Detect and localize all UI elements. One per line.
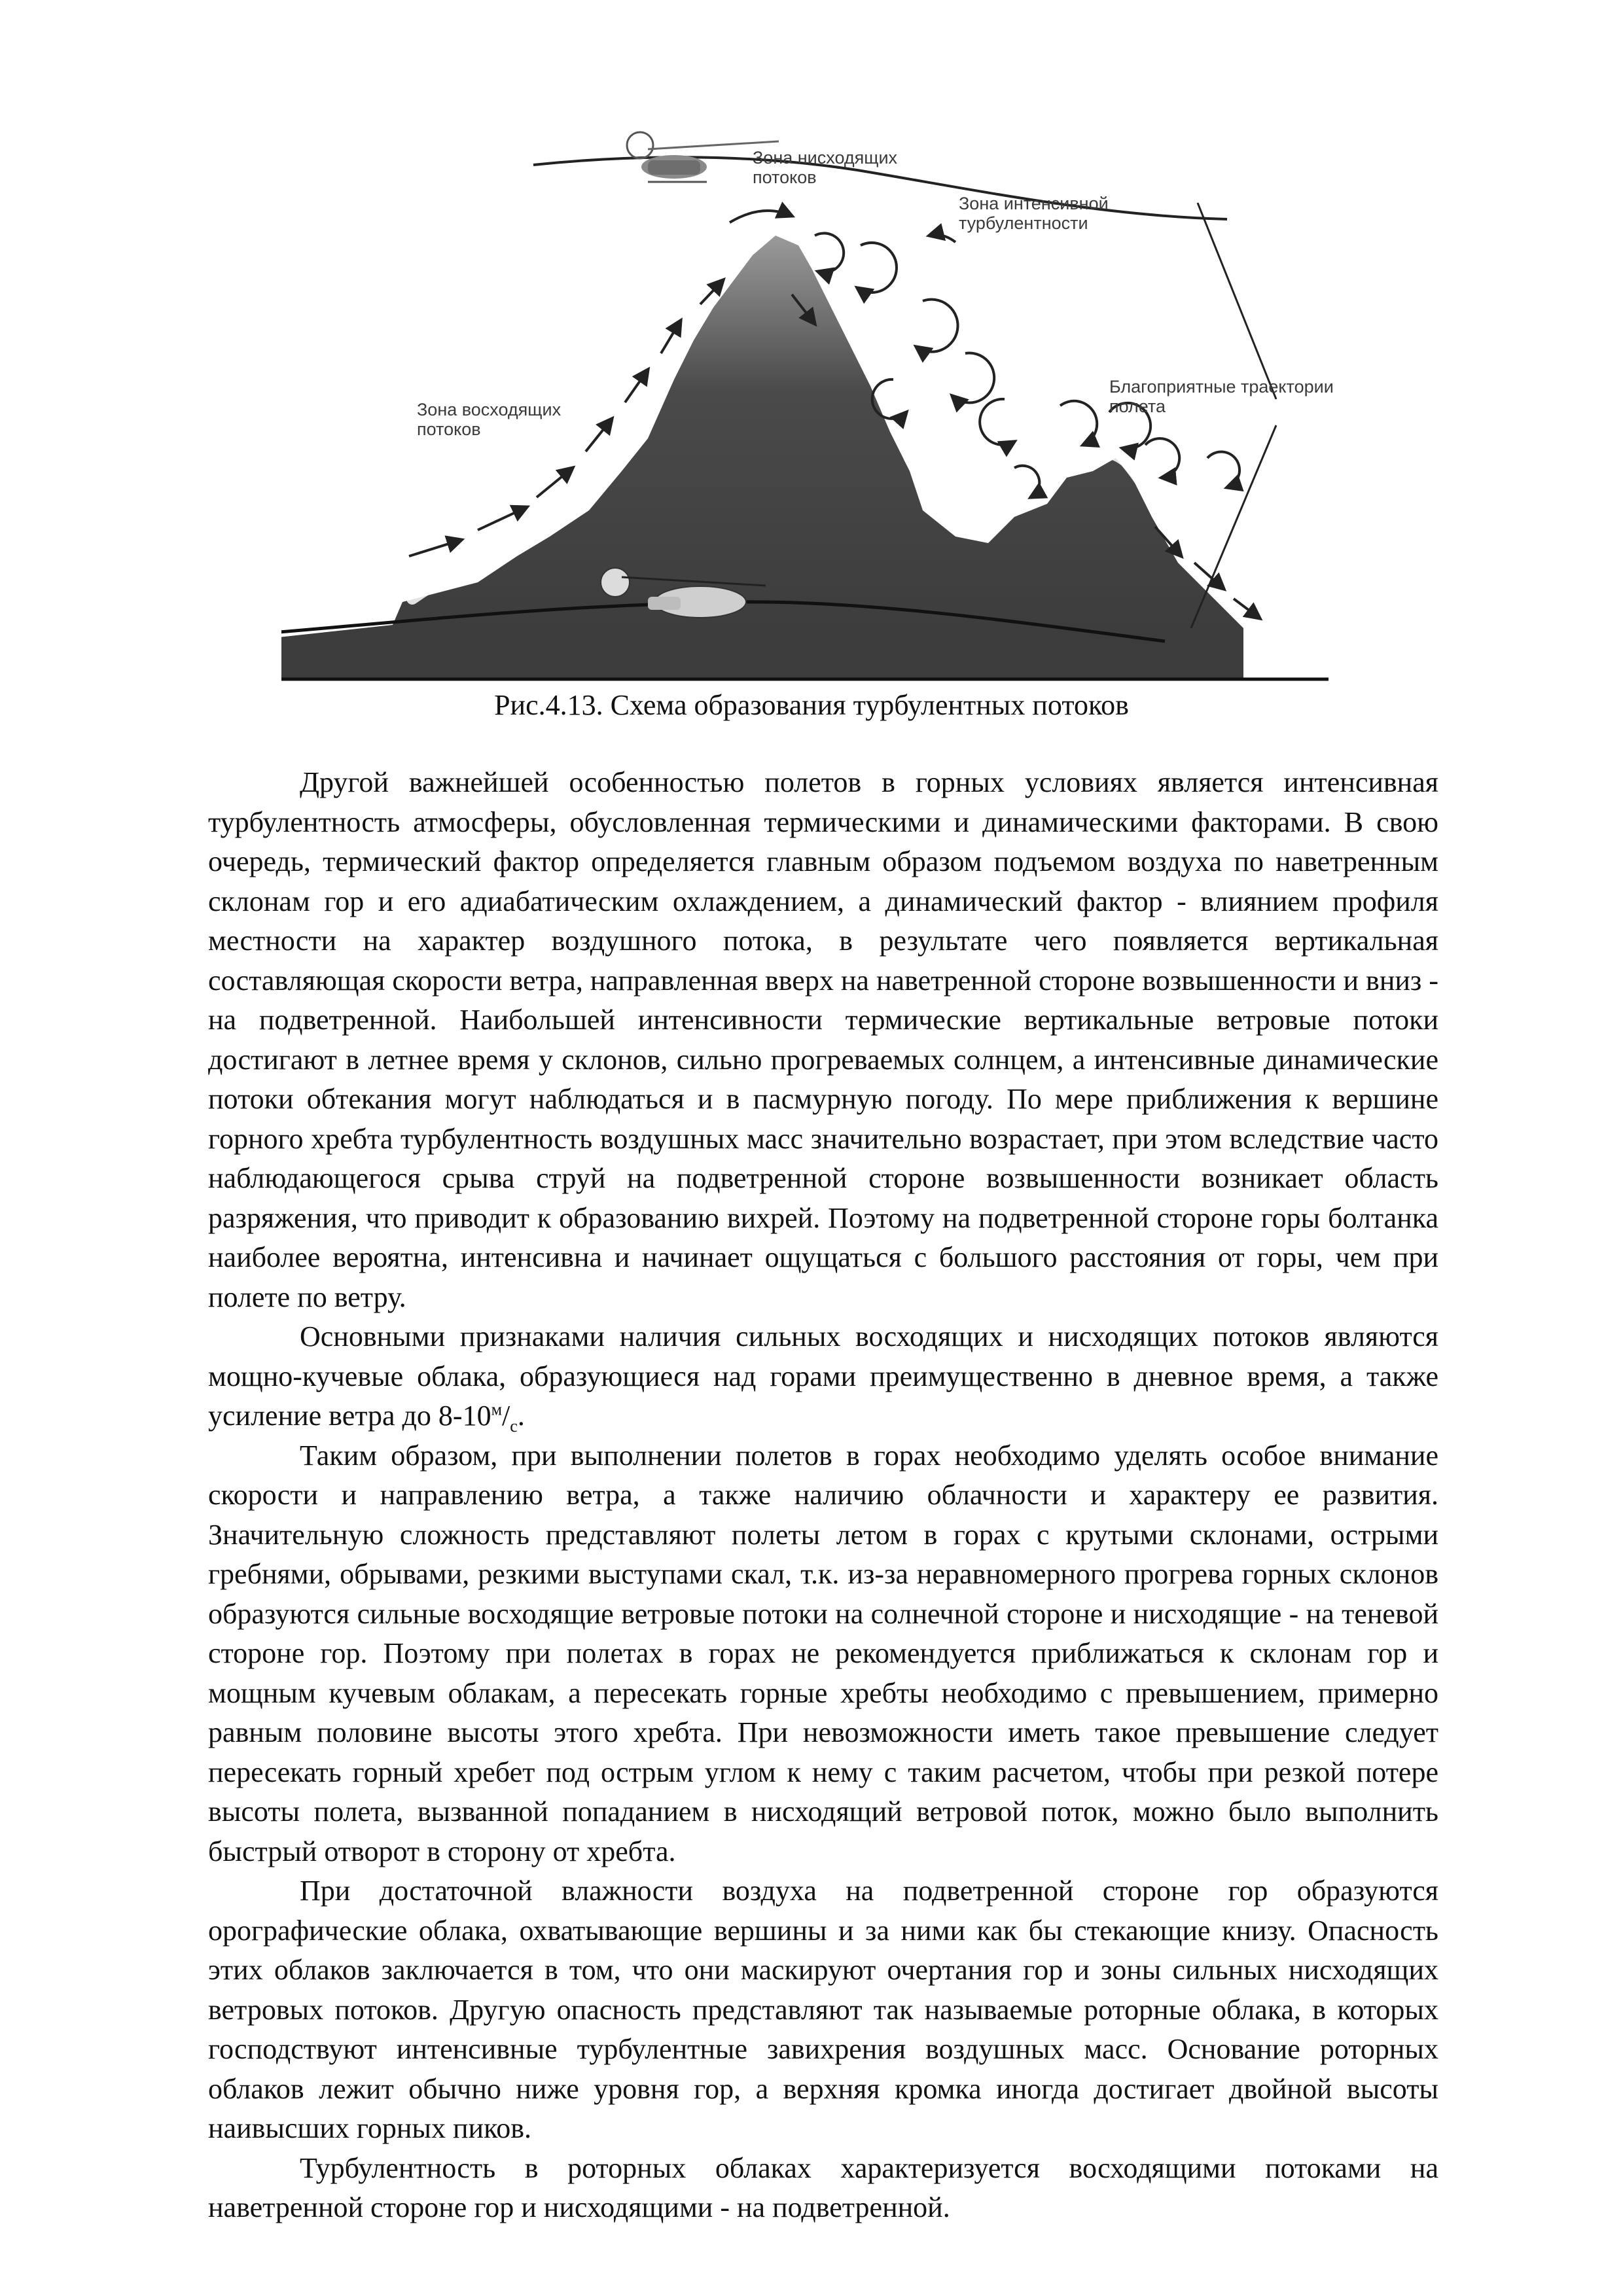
unit-numerator: м: [491, 1400, 503, 1419]
body-text: [208, 763, 1438, 2228]
sentence-end: .: [517, 1400, 525, 1432]
turbulence-diagram: [281, 105, 1407, 700]
unit-separator: /: [502, 1400, 510, 1432]
paragraph: [208, 1317, 1438, 1436]
paragraph: Другой важнейшей особенностью полетов в горных условиях является интенсивная турбулентность атмосферы, обусловленная термическими и динамическими факторами. В свою очередь, термический фактор определяется главным образом подъемом воздуха по наветренным склонам гор и его адиабатическим охлаждением, а динамический фактор - влиянием профиля местности на характер воздушного потока, в результате чего появляется вертикальная составляющая скорости ветра, направленная вверх на наветренной стороне возвышенности и вниз - на подветренной. Наибольшей интенсивности термические вертикальные ветровые потоки достигают в летнее время у склонов, сильно прогреваемых солнцем, а интенсивные динамические потоки обтекания могут наблюдаться и в пасмурную погоду. По мере приближения к вершине горного хребта турбулентность воздушных масс значительно возрастает, при этом вследствие часто наблюдающегося срыва струй на подветренной стороне возвышенности возникает область разряжения, что приводит к образованию вихрей. Поэтому на подветренной стороне горы болтанка наиболее вероятна, интенсивна и начинает ощущаться с большого расстояния от горы, чем при полете по ветру.: [208, 766, 1438, 1313]
ground-base: [281, 641, 1243, 680]
unit-denominator: с: [510, 1416, 518, 1436]
paragraph-text: Основными признаками наличия сильных восходящих и нисходящих потоков являются мощно-кучевые облака, образующиеся над горами преимущественно в дневное время, а также усиление ветра до 8-10: [208, 1320, 1438, 1432]
label-favorable-trajectories: Благоприятные траектории полета: [1109, 377, 1334, 416]
trajectory-pointer-upper: [1198, 203, 1276, 399]
label-turbulence-zone: Зона интенсивной турбулентности: [959, 194, 1109, 233]
label-ascending-zone: Зона восходящих потоков: [417, 400, 562, 439]
paragraph: Таким образом, при выполнении полетов в горах необходимо уделять особое внимание скорости и направлению ветра, а также наличию облачности и характеру ее развития. Значительную сложность представляют полеты летом в горах с крутыми склонами, острыми гребнями, обрывами, резкими выступами скал, т.к. из-за неравномерного прогрева горных склонов образуются сильные восходящие ветровые потоки на солнечной стороне и нисходящие - на теневой стороне гор. Поэтому при полетах в горах не рекомендуется приближаться к склонам гор и мощным кучевым облакам, а пересекать горные хребты необходимо с превышением, примерно равным половине высоты этого хребта. При невозможности иметь такое превышение следует пересекать горный хребет под острым углом к нему с таким расчетом, чтобы при резкой потере высоты полета, вызванной попаданием в нисходящий ветровой поток, можно было выполнить быстрый отворот в сторону от хребта.: [208, 1439, 1438, 1867]
paragraph: Турбулентность в роторных облаках характеризуется восходящими потоками на наветренной стороне гор и нисходящими - на подветренной.: [208, 2151, 1438, 2223]
paragraph: При достаточной влажности воздуха на подветренной стороне гор образуются орографические облака, охватывающие вершины и за ними как бы стекающие книзу. Опасность этих облаков заключается в том, что они маскируют очертания гор и зоны сильных нисходящих ветровых потоков. Другую опасность представляют так называемые роторные облака, в которых господствуют интенсивные турбулентные завихрения воздушных масс. Основание роторных облаков лежит обычно ниже уровня гор, а верхняя кромка иногда достигает двойной высоты наивысших горных пиков.: [208, 1875, 1438, 2144]
label-descending-zone: Зона нисходящих потоков: [753, 148, 898, 187]
figure-caption: Рис.4.13. Схема образования турбулентных потоков: [494, 689, 1129, 721]
